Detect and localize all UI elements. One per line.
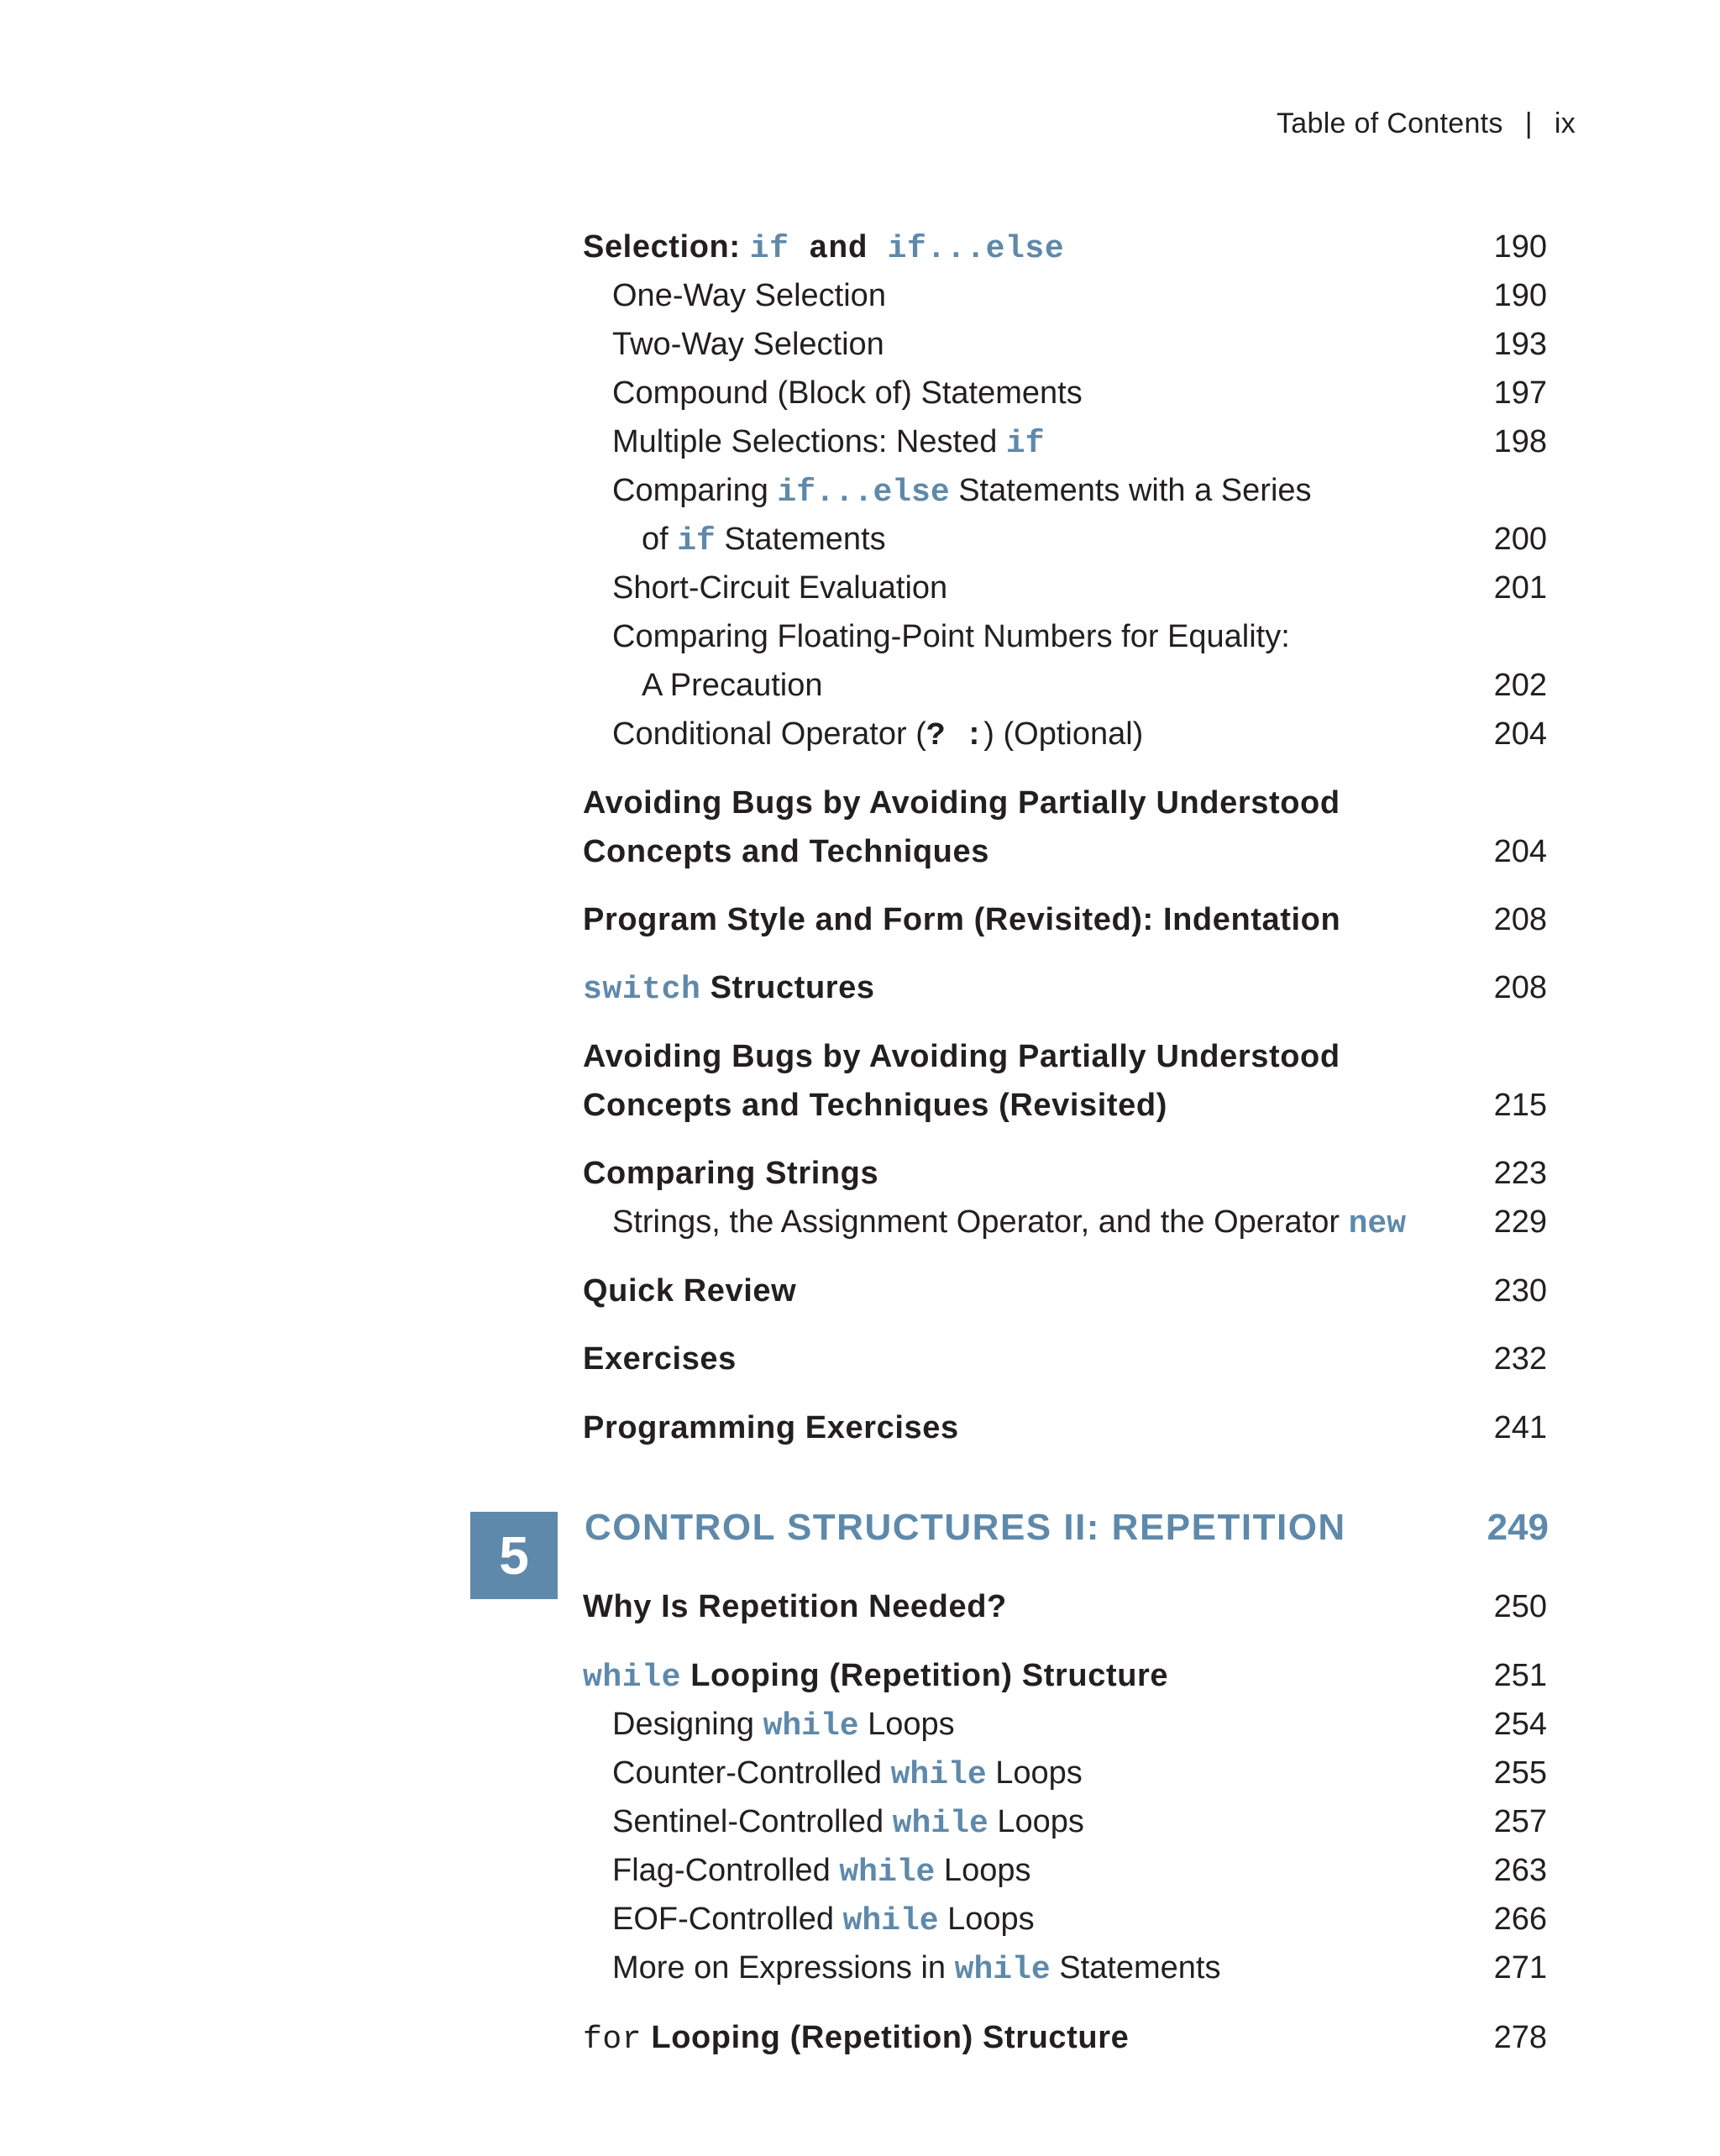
title-text: Programming Exercises [583, 1410, 959, 1445]
title-text: Statements [1050, 1950, 1221, 1986]
toc-entry-title [583, 1149, 878, 1198]
toc-entry-title [583, 1267, 796, 1315]
toc-entry-title [612, 1700, 955, 1751]
code-keyword: new [1348, 1206, 1407, 1242]
title-text: A Precaution [642, 668, 823, 703]
toc-entry[interactable] [583, 710, 1547, 758]
toc-entry[interactable] [583, 779, 1547, 827]
toc-entry-page-number: 255 [1493, 1755, 1547, 1791]
toc-entry-title [583, 223, 1064, 274]
toc-entry[interactable] [583, 1700, 1547, 1749]
toc-entry-page-number: 198 [1493, 424, 1547, 459]
title-text: Loops [986, 1755, 1083, 1791]
toc-entry[interactable] [583, 1651, 1547, 1700]
toc-entry-title [612, 1198, 1406, 1249]
title-text: Why Is Repetition Needed? [583, 1589, 1007, 1624]
chapter-number-badge: 5 [470, 1512, 558, 1599]
toc-entry-title [612, 564, 947, 612]
toc-entry[interactable] [583, 271, 1547, 320]
title-text: Compound (Block of) Statements [612, 375, 1083, 411]
toc-entry-page-number: 254 [1493, 1707, 1547, 1742]
title-text: Program Style and Form (Revisited): Indentation [583, 902, 1341, 937]
toc-entry-title [612, 320, 884, 369]
title-text: Comparing Floating-Point Numbers for Equality: [612, 619, 1290, 654]
title-text: Flag-Controlled [612, 1853, 840, 1888]
toc-entry-page-number: 250 [1493, 1589, 1547, 1624]
code-keyword: if [1005, 426, 1045, 462]
toc-entry[interactable] [583, 1582, 1547, 1631]
title-text: Structures [700, 970, 875, 1005]
toc-entry-page-number: 263 [1493, 1853, 1547, 1888]
toc-entry[interactable] [583, 515, 1547, 564]
toc-entry-title [583, 779, 1340, 827]
title-text: Short-Circuit Evaluation [612, 570, 948, 606]
title-text: Looping (Repetition) Structure [681, 1658, 1169, 1693]
code-keyword: while [763, 1708, 859, 1744]
toc-entry[interactable] [583, 1198, 1547, 1246]
toc-entry-page-number: 266 [1493, 1902, 1547, 1937]
title-text: Loops [935, 1853, 1031, 1888]
toc-entry-page-number: 257 [1493, 1804, 1547, 1839]
toc-entry[interactable] [583, 417, 1547, 466]
title-text: Designing [612, 1707, 763, 1742]
toc-entry-page-number: 197 [1493, 375, 1547, 411]
code-keyword: and [789, 231, 888, 267]
toc-entry-title [612, 1944, 1220, 1995]
toc-entry-title [583, 2013, 1129, 2064]
title-text: Comparing [612, 473, 778, 508]
toc-entry-title [612, 612, 1290, 661]
toc-entry[interactable] [583, 564, 1547, 612]
title-text: Concepts and Techniques [583, 834, 989, 869]
code-keyword: ? : [926, 718, 984, 754]
toc-entry-page-number: 208 [1493, 970, 1547, 1005]
toc-entry[interactable] [583, 1032, 1547, 1081]
toc-entry[interactable] [583, 1149, 1547, 1198]
title-text: EOF-Controlled [612, 1902, 843, 1937]
title-text: One-Way Selection [612, 278, 886, 313]
title-text: Loops [858, 1707, 955, 1742]
toc-entry-title [612, 271, 886, 320]
toc-entry[interactable] [583, 1895, 1547, 1944]
toc-entry[interactable] [583, 612, 1547, 661]
toc-entry-title [583, 895, 1340, 944]
toc-entry-title [583, 1403, 959, 1452]
title-text: Looping (Repetition) Structure [642, 2020, 1130, 2055]
running-head-separator: | [1524, 108, 1533, 139]
title-text: of [642, 522, 678, 557]
toc-entry-title [583, 1081, 1167, 1130]
title-text: Quick Review [583, 1273, 797, 1309]
title-text: Multiple Selections: Nested [612, 424, 1006, 459]
toc-entry-title [612, 1797, 1084, 1849]
toc-entry-title [583, 1335, 737, 1383]
toc-entry[interactable] [583, 1267, 1547, 1315]
toc-entry[interactable] [583, 223, 1547, 271]
toc-entry-page-number: 223 [1493, 1156, 1547, 1191]
title-text: Avoiding Bugs by Avoiding Partially Understood [583, 1039, 1340, 1074]
toc-entry-title [583, 963, 875, 1015]
toc-entry-page-number: 190 [1493, 229, 1547, 265]
toc-entry-page-number: 200 [1493, 522, 1547, 557]
title-text: Comparing Strings [583, 1156, 879, 1191]
toc-entry-page-number: 232 [1493, 1341, 1547, 1377]
title-text: Statements [715, 522, 886, 557]
code-keyword: while [583, 1660, 682, 1696]
code-keyword: while [954, 1952, 1051, 1988]
toc-entry[interactable] [583, 1749, 1547, 1797]
toc-entry-title [583, 1032, 1340, 1081]
toc-entry[interactable] [583, 895, 1547, 944]
toc-entry-page-number: 229 [1493, 1204, 1547, 1240]
toc-entry-page-number: 208 [1493, 902, 1547, 937]
toc-entry[interactable] [583, 320, 1547, 369]
toc-entry-title [642, 661, 822, 710]
title-text: Loops [988, 1804, 1084, 1839]
toc-entry[interactable] [583, 1944, 1547, 1992]
toc-entry-title [642, 515, 886, 566]
code-keyword: while [842, 1903, 939, 1939]
toc-entry-title [612, 1895, 1035, 1946]
toc-entry-page-number: 204 [1493, 834, 1547, 869]
toc-entry-title [612, 417, 1045, 469]
title-text: Statements with a Series [949, 473, 1312, 508]
toc-entry[interactable] [583, 2013, 1547, 2062]
code-keyword: if...else [887, 231, 1065, 267]
toc-entry-page-number: 230 [1493, 1273, 1547, 1309]
chapter-page-number: 249 [1487, 1507, 1549, 1548]
toc-entry-page-number: 193 [1493, 327, 1547, 362]
title-text: Avoiding Bugs by Avoiding Partially Understood [583, 785, 1340, 821]
title-text: Strings, the Assignment Operator, and the Operator [612, 1204, 1349, 1240]
toc-entry-title [612, 1749, 1083, 1800]
toc-entry[interactable] [583, 1335, 1547, 1383]
toc-entry-page-number: 251 [1493, 1658, 1547, 1693]
title-text: Exercises [583, 1341, 737, 1377]
title-text: Conditional Operator ( [612, 716, 926, 752]
running-head-page: ix [1554, 108, 1576, 139]
running-head-title: Table of Contents [1276, 108, 1503, 139]
toc-entry-title [612, 369, 1083, 417]
toc-entry[interactable] [583, 1081, 1547, 1130]
chapter-title: CONTROL STRUCTURES II: REPETITION [585, 1507, 1346, 1548]
title-text: Two-Way Selection [612, 327, 884, 362]
code-keyword: while [892, 1806, 988, 1842]
code-keyword: while [890, 1757, 987, 1793]
toc-entry-title [583, 1582, 1007, 1631]
title-text: Loops [938, 1902, 1035, 1937]
toc-entry[interactable] [583, 466, 1547, 515]
toc-entry-title [612, 466, 1312, 517]
toc-entry-title [583, 827, 989, 876]
toc-entry[interactable] [583, 963, 1547, 1012]
title-text: Concepts and Techniques (Revisited) [583, 1088, 1167, 1123]
code-keyword: if [749, 231, 789, 267]
title-text: Counter-Controlled [612, 1755, 891, 1791]
toc-entry-title [612, 710, 1143, 761]
toc-entry[interactable] [583, 1403, 1547, 1452]
title-text: Sentinel-Controlled [612, 1804, 893, 1839]
title-text: More on Expressions in [612, 1950, 955, 1986]
toc-entry-title [612, 1846, 1030, 1897]
code-keyword: switch [583, 972, 701, 1008]
toc-entry-page-number: 204 [1493, 716, 1547, 752]
title-text: Selection: [583, 229, 750, 265]
code-keyword: if [677, 523, 716, 559]
toc-entry[interactable] [583, 1846, 1547, 1895]
chapter-heading[interactable] [585, 1498, 1549, 1557]
code-keyword: if...else [777, 475, 950, 511]
toc-entry[interactable] [583, 661, 1547, 710]
toc-entry-page-number: 215 [1493, 1088, 1547, 1123]
toc-entry-page-number: 201 [1493, 570, 1547, 606]
toc-entry-page-number: 271 [1493, 1950, 1547, 1986]
toc-entry[interactable] [583, 827, 1547, 876]
title-text: ) (Optional) [983, 716, 1144, 752]
toc-entry-page-number: 241 [1493, 1410, 1547, 1445]
toc-entry-title [583, 1651, 1168, 1702]
toc-entry-page-number: 190 [1493, 278, 1547, 313]
toc-entry-page-number: 278 [1493, 2020, 1547, 2055]
toc-entry[interactable] [583, 1797, 1547, 1846]
code-keyword: while [839, 1854, 936, 1891]
toc-entry[interactable] [583, 369, 1547, 417]
code-keyword: for [583, 2022, 642, 2058]
toc-entry-page-number: 202 [1493, 668, 1547, 703]
